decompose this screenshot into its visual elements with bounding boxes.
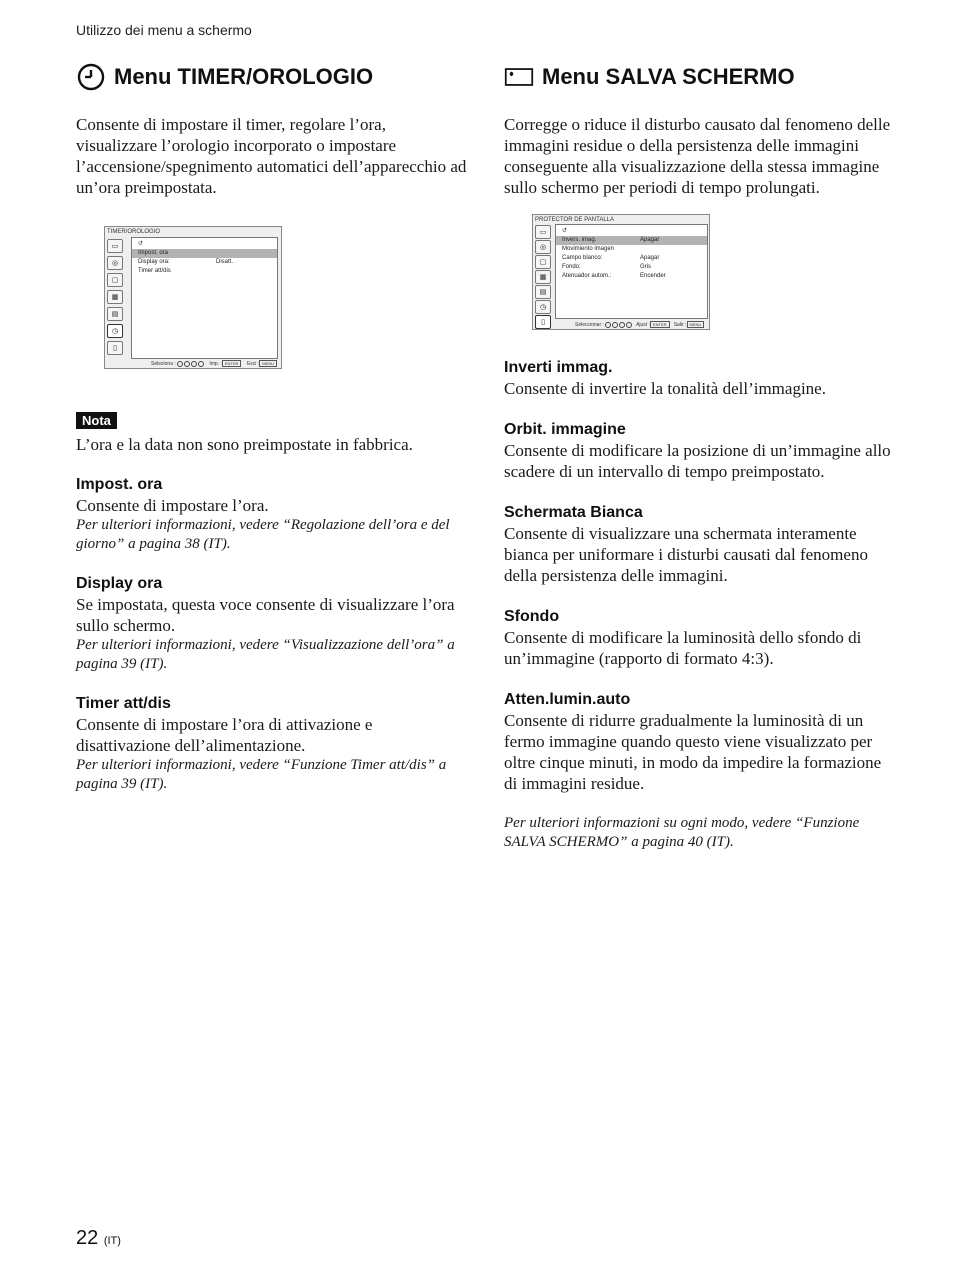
- page-number: 22 (IT): [76, 1227, 121, 1249]
- item-title: Atten.lumin.auto: [504, 691, 631, 708]
- screen-row: Display ora: Disatt.: [138, 259, 234, 265]
- screen-row: Invers. imag. Apagar: [556, 236, 707, 245]
- screen-title: TIMER/OROLOGIO: [107, 229, 161, 235]
- item-block: [504, 607, 896, 669]
- section-title: Menu TIMER/OROLOGIO: [114, 64, 374, 89]
- sound-icon: ◎: [107, 256, 123, 270]
- setup-icon: ▦: [107, 290, 123, 304]
- section-heading: [76, 60, 468, 94]
- clock-icon: ◷: [107, 324, 123, 338]
- item-title: Schermata Bianca: [504, 504, 643, 521]
- note-block: [76, 412, 468, 455]
- item-block: [76, 694, 468, 794]
- screen-row: Fondo: Gris: [562, 264, 651, 270]
- item-description: Consente di modificare la luminosità dello sfondo di un’immagine (rapporto di formato 4:3).: [504, 628, 862, 668]
- item-title: Orbit. immagine: [504, 421, 626, 438]
- screen-icon: ▢: [107, 273, 123, 287]
- note-text: L’ora e la data non sono preimpostate in fabbrica.: [76, 435, 413, 454]
- screen-return-row: ↺: [138, 241, 144, 247]
- clock-icon: ◷: [535, 300, 551, 314]
- menu-screenshot: [76, 226, 468, 370]
- screensaver-icon: ▯: [535, 315, 551, 329]
- item-description: Consente di visualizzare una schermata interamente bianca per uniformare i disturbi causati dal fenomeno della persistenza delle immagini.: [504, 524, 868, 585]
- screen-row: Impost. ora: [132, 249, 277, 258]
- screen-menu-panel: [555, 224, 708, 319]
- section-intro: Corregge o riduce il disturbo causato dal fenomeno delle immagini residue o della persistenza delle immagini conseguente alla visualizzazione della stessa immagine sullo schermo per periodi di tempo prolungati.: [504, 115, 891, 197]
- item-block: [504, 420, 896, 482]
- timer-clock-section: [76, 60, 468, 794]
- item-description: Consente di impostare l’ora di attivazione e disattivazione dell’alimentazione.: [76, 715, 373, 755]
- item-description: Se impostata, questa voce consente di visualizzare l’ora sullo schermo.: [76, 595, 455, 635]
- item-title: Timer att/dis: [76, 695, 171, 712]
- screensaver-icon: ▯: [107, 341, 123, 355]
- screensaver-icon: [504, 62, 534, 92]
- item-description: Consente di invertire la tonalità dell’immagine.: [504, 379, 826, 398]
- item-description: Consente di modificare la posizione di un’immagine allo scadere di un intervallo di tempo preimpostato.: [504, 441, 891, 481]
- item-reference: Per ulteriori informazioni, vedere “Visualizzazione dell’ora” a pagina 39 (IT).: [76, 637, 455, 672]
- page-header: Utilizzo dei menu a schermo: [76, 22, 252, 38]
- item-title: Sfondo: [504, 608, 560, 625]
- screen-title: PROTECTOR DE PANTALLA: [535, 217, 615, 223]
- note-label: Nota: [76, 412, 117, 429]
- screen-menu-panel: [131, 237, 278, 359]
- screen-footer: Seleziona : Imp. : ENTER Esci : MENU: [151, 360, 277, 367]
- menu-screenshot: [504, 214, 896, 332]
- screen-row: Campo blanco: Apagar: [562, 255, 660, 261]
- screen-return-row: ↺: [562, 228, 568, 234]
- screen-icon-column: [107, 239, 129, 355]
- screen-icon: ▢: [535, 255, 551, 269]
- item-block: [76, 475, 468, 554]
- item-description: Consente di impostare l’ora.: [76, 496, 269, 515]
- options-icon: ▤: [535, 285, 551, 299]
- item-title: Display ora: [76, 575, 163, 592]
- screen-row: Atenuador autom.: Encender: [562, 273, 666, 279]
- screen-footer: Seleccionar : Ajust : ENTER Salir : MENU: [575, 321, 704, 328]
- options-icon: ▤: [107, 307, 123, 321]
- item-reference: Per ulteriori informazioni, vedere “Funzione Timer att/dis” a pagina 39 (IT).: [76, 757, 447, 792]
- screen-row: Movimiento imagen: [562, 246, 615, 252]
- item-block: [504, 358, 896, 399]
- item-block: [504, 503, 896, 586]
- section-intro: Consente di impostare il timer, regolare l’ora, visualizzare l’orologio incorporato o impostare l’accensione/spegnimento automatici dell’apparecchio ad un’ora preimpostata.: [76, 115, 467, 197]
- closing-reference: Per ulteriori informazioni su ogni modo, vedere “Funzione SALVA SCHERMO” a pagina 40 (IT).: [504, 815, 860, 850]
- screen-row: Timer att/dis: [138, 268, 171, 274]
- item-reference: Per ulteriori informazioni, vedere “Regolazione dell’ora e del giorno” a pagina 38 (IT).: [76, 517, 450, 552]
- item-title: Impost. ora: [76, 476, 163, 493]
- sound-icon: ◎: [535, 240, 551, 254]
- item-block: [76, 574, 468, 674]
- section-title: Menu SALVA SCHERMO: [542, 64, 795, 89]
- item-title: Inverti immag.: [504, 359, 613, 376]
- screensaver-section: [504, 60, 896, 852]
- setup-icon: ▦: [535, 270, 551, 284]
- item-description: Consente di ridurre gradualmente la luminosità di un fermo immagine quando questo viene visualizzato per oltre cinque minuti, in modo da impedire la formazione di immagini residue.: [504, 711, 882, 793]
- screen-icon-column: [535, 225, 557, 329]
- clock-icon: [76, 62, 106, 92]
- picture-icon: ▭: [535, 225, 551, 239]
- section-heading: [504, 60, 896, 94]
- picture-icon: ▭: [107, 239, 123, 253]
- item-block: [504, 690, 896, 794]
